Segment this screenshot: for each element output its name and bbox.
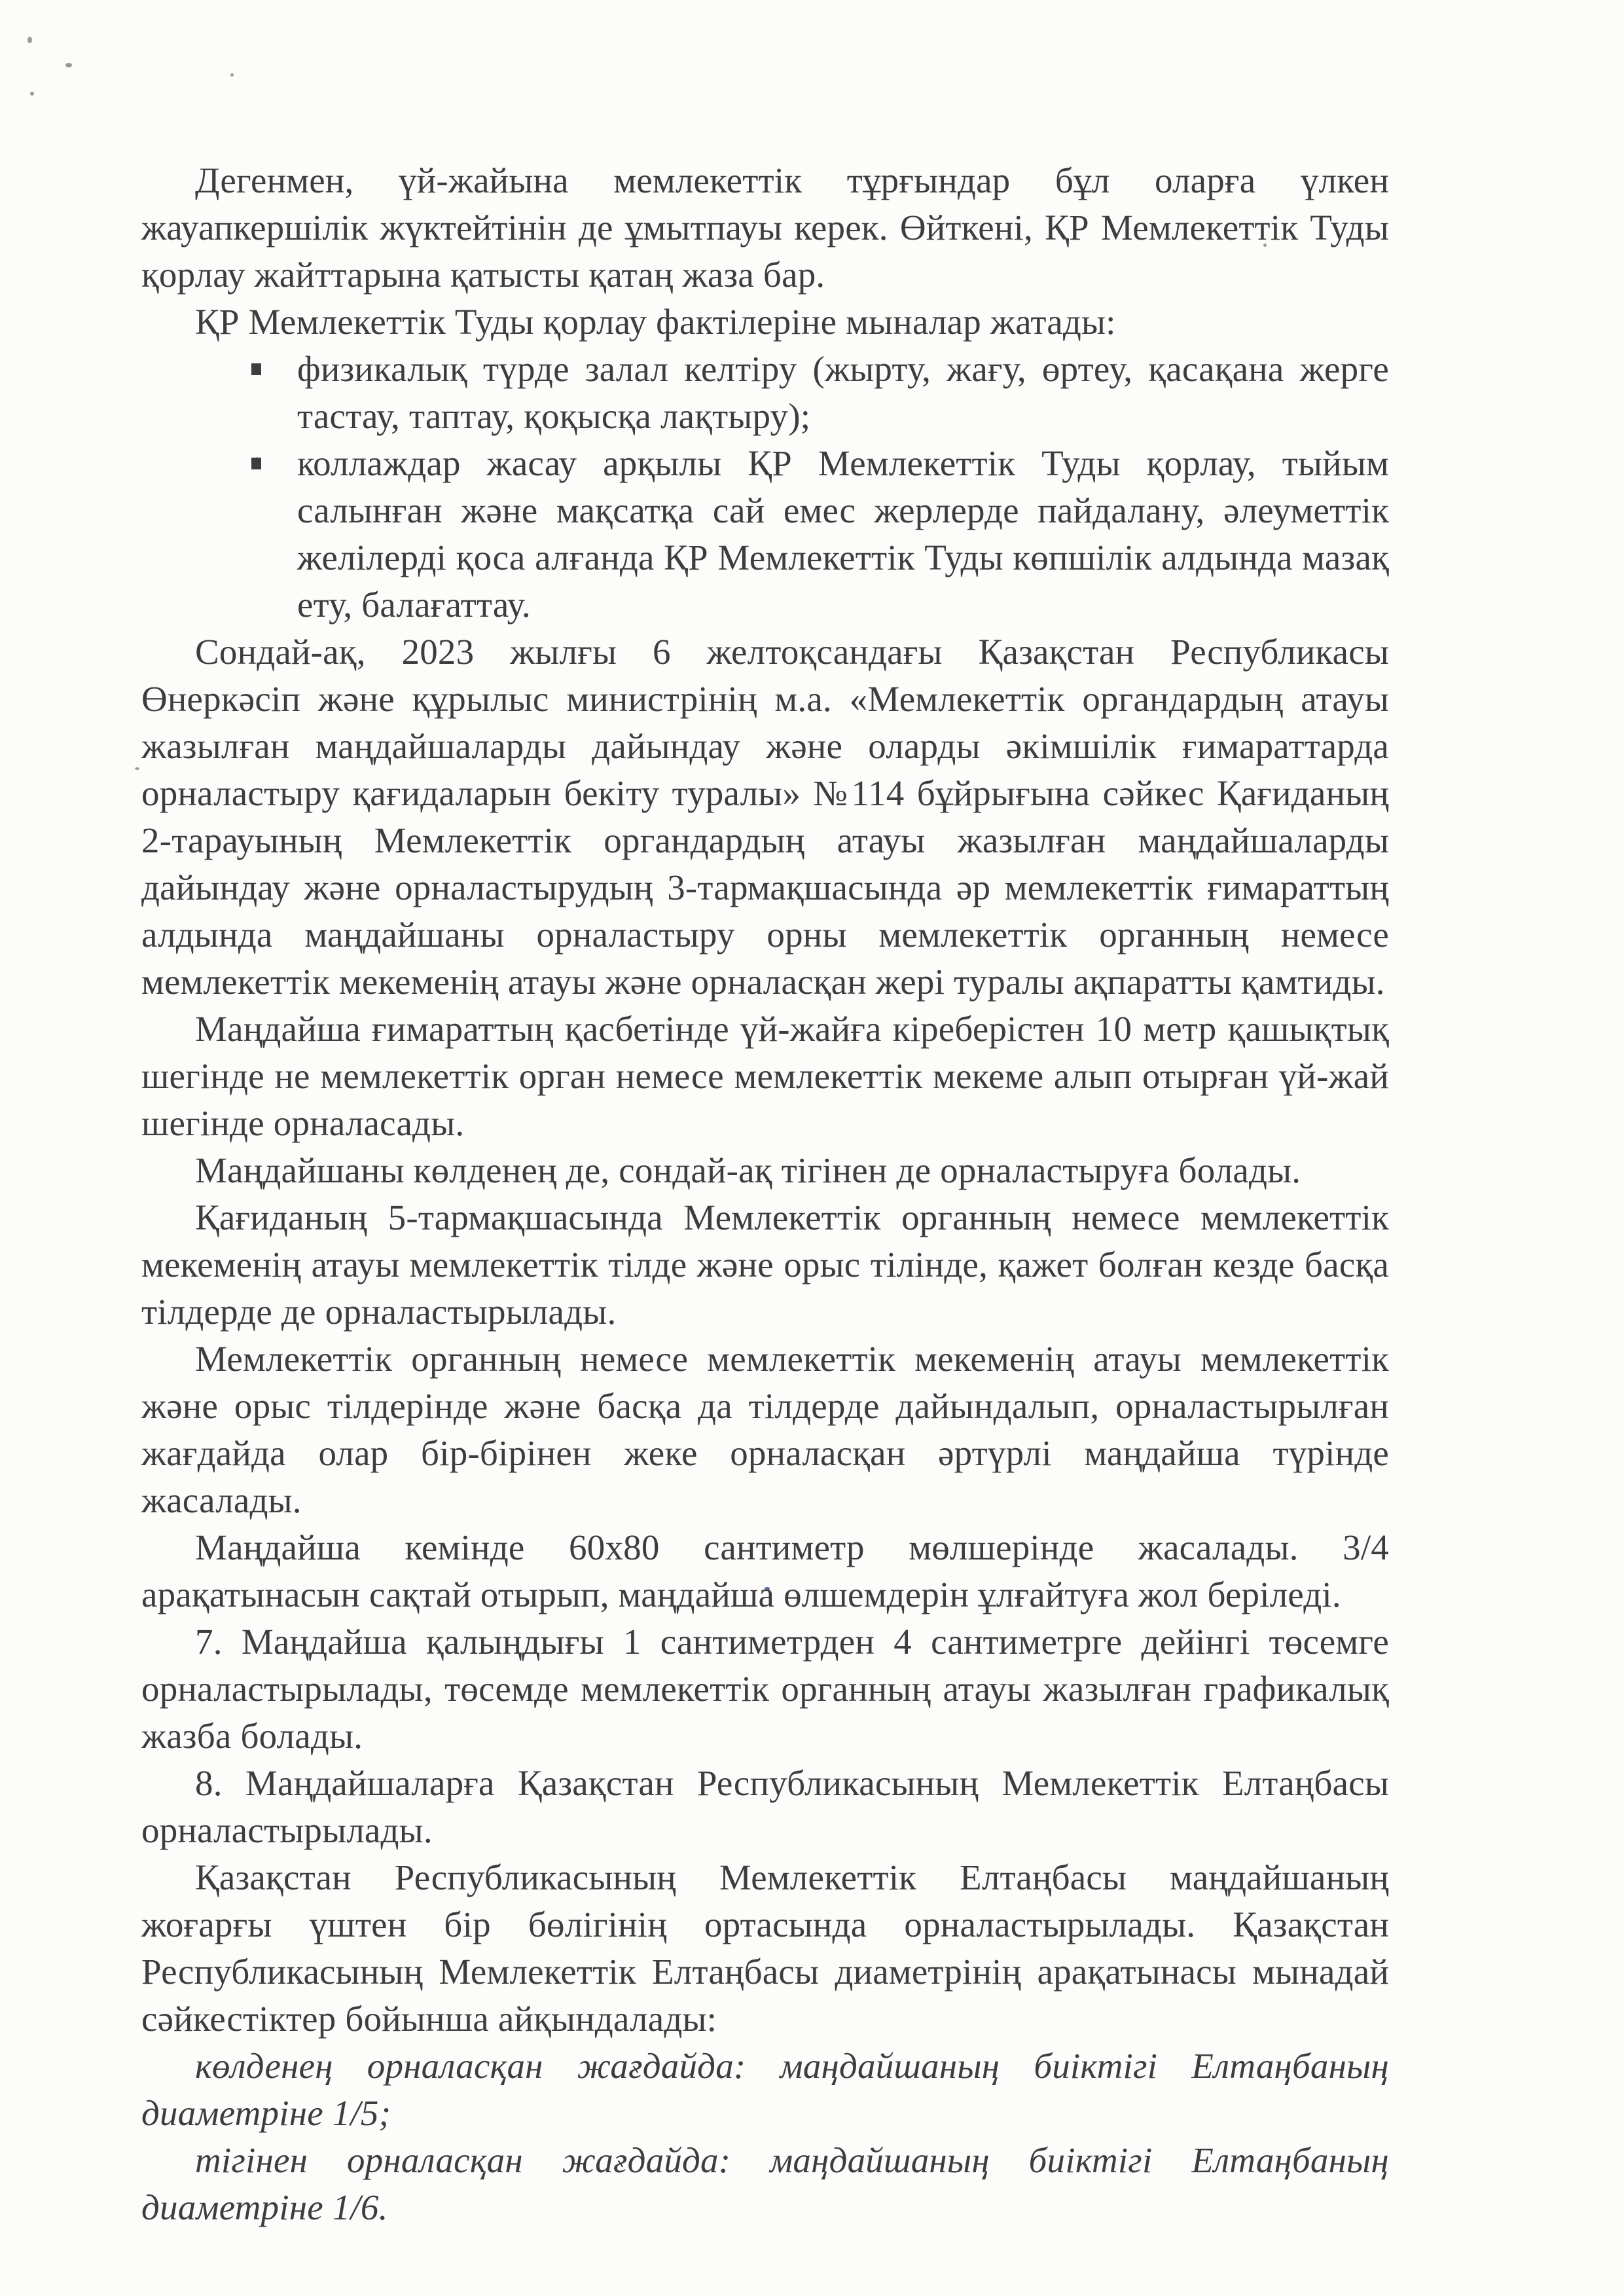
bullet-item: физикалық түрде залал келтіру (жырту, жағу, өртеу, қасақана жерге тастау, таптау, қоқысқа лақтыру); (297, 346, 1389, 440)
scan-speck (230, 73, 234, 77)
paragraph: Мемлекеттік органның немесе мемлекеттік мекеменің атауы мемлекеттік және орыс тілдерінде және басқа да тілдерде дайындалып, орналастырылған жағдайда олар бір-бірінен жеке орналасқан әртүрлі маңдайша түрінде жасалады. (141, 1339, 1389, 1520)
bullet-item: коллаждар жасау арқылы ҚР Мемлекеттік Туды қорлау, тыйым салынған және мақсатқа сай емес жерлерде пайдалану, әлеуметтік желілерді қоса алғанда ҚР Мемлекеттік Туды көпшілік алдында мазақ ету, балағаттау. (297, 440, 1389, 629)
paragraph-item-7: 7. Маңдайша қалыңдығы 1 сантиметрден 4 сантиметрге дейінгі төсемге орналастырылады, төсемде мемлекеттік органның атауы жазылған графикалық жазба болады. (141, 1622, 1389, 1756)
paragraph-item-8: 8. Маңдайшаларға Қазақстан Республикасының Мемлекеттік Елтаңбасы орналастырылады. (141, 1763, 1389, 1850)
paragraph: Маңдайшаны көлденең де, сондай-ақ тігінен де орналастыруға болады. (195, 1150, 1301, 1190)
scan-speck (135, 767, 139, 770)
paragraph: Маңдайша кемінде 60x80 сантиметр мөлшерінде жасалады. 3/4 арақатынасын сақтай отырып, маңдайша өлшемдерін ұлғайтуға жол беріледі. (141, 1527, 1389, 1614)
italic-paragraph: тігінен орналасқан жағдайда: маңдайшаның биіктігі Елтаңбаның диаметріне 1/6. (141, 2140, 1389, 2227)
scan-speck (27, 37, 32, 43)
paragraph: Маңдайша ғимараттың қасбетінде үй-жайға кіреберістен 10 метр қашықтық шегінде не мемлекеттік орган немесе мемлекеттік мекеме алып отырған үй-жай шегінде орналасады. (141, 1009, 1389, 1143)
italic-paragraph: көлденең орналасқан жағдайда: маңдайшаның биіктігі Елтаңбаның диаметріне 1/5; (141, 2046, 1389, 2133)
paragraph: Сондай-ақ, 2023 жылғы 6 желтоқсандағы Қазақстан Республикасы Өнеркәсіп және құрылыс министрінің м.а. «Мемлекеттік органдардың атауы жазылған маңдайшаларды дайындау және оларды әкімшілік ғимараттарда орналастыру қағидаларын бекіту туралы» №114 бұйрығына сәйкес Қағиданың 2-тарауының Мемлекеттік органдардың атауы жазылған маңдайшаларды дайындау және орналастырудың 3-тармақшасында әр мемлекеттік ғимараттың алдында маңдайшаны орналастыру орны мемлекеттік органның немесе мемлекеттік мекеменің атауы және орналасқан жері туралы ақпаратты қамтиды. (141, 632, 1389, 1002)
paragraph: ҚР Мемлекеттік Туды қорлау фактілеріне мыналар жатады: (195, 302, 1116, 342)
paragraph: Қазақстан Республикасының Мемлекеттік Елтаңбасы маңдайшаның жоғарғы үштен бір бөлігінің ортасында орналастырылады. Қазақстан Республикасының Мемлекеттік Елтаңбасы диаметрінің арақатынасы мынадай сәйкестіктер бойынша айқындалады: (141, 1857, 1389, 2039)
document-body (141, 157, 1389, 2231)
scan-speck (65, 63, 72, 67)
paragraph: Қағиданың 5-тармақшасында Мемлекеттік органның немесе мемлекеттік мекеменің атауы мемлекеттік тілде және орыс тілінде, қажет болған кезде басқа тілдерде де орналастырылады. (141, 1197, 1389, 1332)
scan-speck (30, 92, 34, 96)
bullet-list (141, 346, 1389, 629)
paragraph: Дегенмен, үй-жайына мемлекеттік тұрғындар бұл оларға үлкен жауапкершілік жүктейтінін де ұмытпауы керек. Өйткені, ҚР Мемлекеттік Туды қорлау жайттарына қатысты қатаң жаза бар. (141, 160, 1389, 295)
